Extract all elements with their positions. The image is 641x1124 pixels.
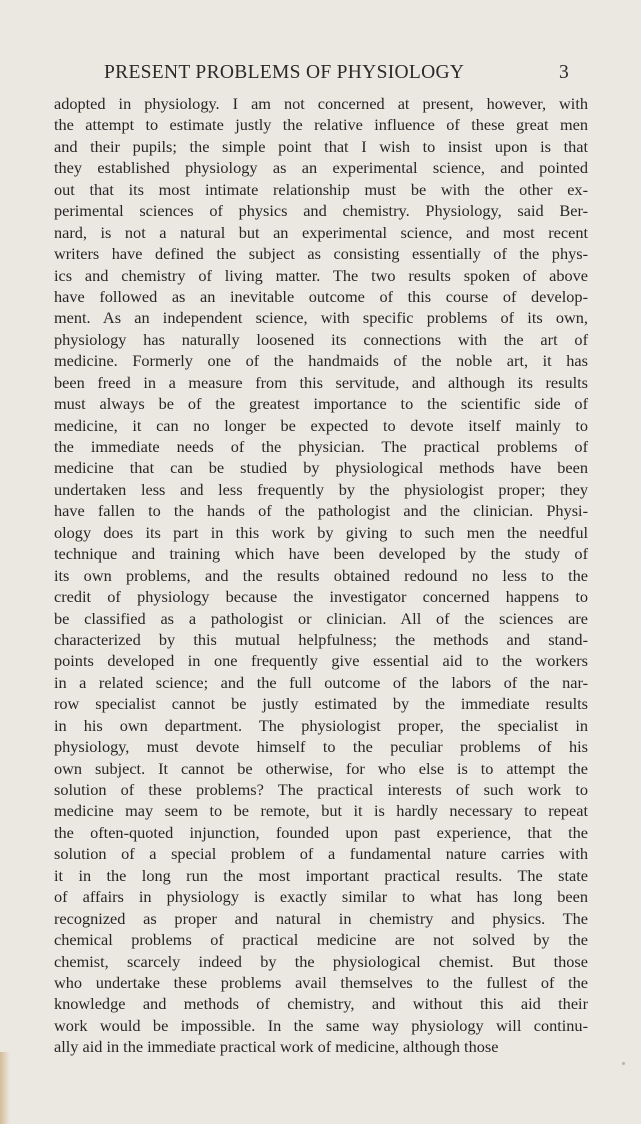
text-line: undertaken less and less frequently by the physiologist proper; they [54, 479, 588, 499]
text-line: be classified as a pathologist or clinician. All of the sciences are [54, 608, 588, 628]
paper-speck [622, 1062, 625, 1065]
text-line: medicine. Formerly one of the handmaids of the noble art, it has [54, 351, 588, 371]
text-line: in his own department. The physiologist proper, the specialist in [54, 715, 588, 735]
running-head [104, 62, 569, 86]
text-line: work would be impossible. In the same way physiology will continu- [54, 1015, 588, 1035]
text-line: physiology, must devote himself to the peculiar problems of his [54, 737, 588, 757]
page-edge-stain [0, 1052, 10, 1124]
text-line: ment. As an independent science, with specific problems of its own, [54, 308, 588, 328]
text-line: recognized as proper and natural in chemistry and physics. The [54, 908, 588, 928]
text-line: row specialist cannot be justly estimated by the immediate results [54, 694, 588, 714]
text-line: medicine, it can no longer be expected to devote itself mainly to [54, 415, 588, 435]
text-line: own subject. It cannot be otherwise, for who else is to attempt the [54, 758, 588, 778]
text-line: ally aid in the immediate practical work of medicine, although those [54, 1037, 499, 1057]
text-line: its own problems, and the results obtained redound no less to the [54, 565, 588, 585]
text-line: adopted in physiology. I am not concerned at present, however, with [54, 94, 588, 113]
text-line: have followed as an inevitable outcome of this course of develop- [54, 286, 588, 306]
text-line: in a related science; and the full outcome of the labors of the nar- [54, 672, 588, 692]
text-line: of affairs in physiology is exactly similar to what has long been [54, 887, 588, 907]
text-line: and their pupils; the simple point that I wish to insist upon is that [54, 136, 588, 156]
text-line: they established physiology as an experimental science, and pointed [54, 158, 588, 178]
text-line: medicine that can be studied by physiological methods have been [54, 458, 588, 478]
text-line: characterized by this mutual helpfulness; the methods and stand- [54, 629, 588, 649]
text-line: physiology has naturally loosened its connections with the art of [54, 329, 588, 349]
running-head-title: PRESENT PROBLEMS OF PHYSIOLOGY [104, 62, 465, 83]
text-line: out that its most intimate relationship must be with the other ex- [54, 179, 588, 199]
text-line: solution of a special problem of a fundamental nature carries with [54, 844, 588, 864]
text-line: solution of these problems? The practical interests of such work to [54, 780, 588, 799]
text-line: knowledge and methods of chemistry, and without this aid their [54, 994, 588, 1014]
text-line: who undertake these problems avail themselves to the fullest of the [54, 972, 588, 992]
text-line: the immediate needs of the physician. The practical problems of [54, 437, 588, 456]
text-line: it in the long run the most important practical results. The state [54, 865, 588, 885]
text-line: must always be of the greatest importance to the scientific side of [54, 394, 588, 414]
text-line: technique and training which have been developed by the study of [54, 544, 588, 564]
text-line: have fallen to the hands of the pathologist and the clinician. Physi- [54, 501, 588, 521]
text-line: perimental sciences of physics and chemistry. Physiology, said Ber- [54, 201, 588, 221]
body-paragraph [54, 93, 588, 1058]
text-line: ics and chemistry of living matter. The two results spoken of above [54, 265, 588, 285]
text-line: ology does its part in this work by giving to such men the needful [54, 522, 588, 542]
text-line: chemical problems of practical medicine are not solved by the [54, 930, 588, 950]
text-line: writers have defined the subject as consisting essentially of the phys- [54, 244, 588, 264]
text-line: nard, is not a natural but an experimental science, and most recent [54, 222, 588, 242]
text-line: the attempt to estimate justly the relative influence of these great men [54, 115, 588, 135]
text-line: the often-quoted injunction, founded upon past experience, that the [54, 822, 588, 842]
text-line: credit of physiology because the investigator concerned happens to [54, 587, 588, 607]
text-line: medicine may seem to be remote, but it is hardly necessary to repeat [54, 801, 588, 821]
text-line: been freed in a measure from this servitude, and although its results [54, 372, 588, 392]
page-number: 3 [558, 62, 569, 83]
text-line: chemist, scarcely indeed by the physiological chemist. But those [54, 951, 588, 971]
text-line: points developed in one frequently give essential aid to the workers [54, 651, 588, 671]
